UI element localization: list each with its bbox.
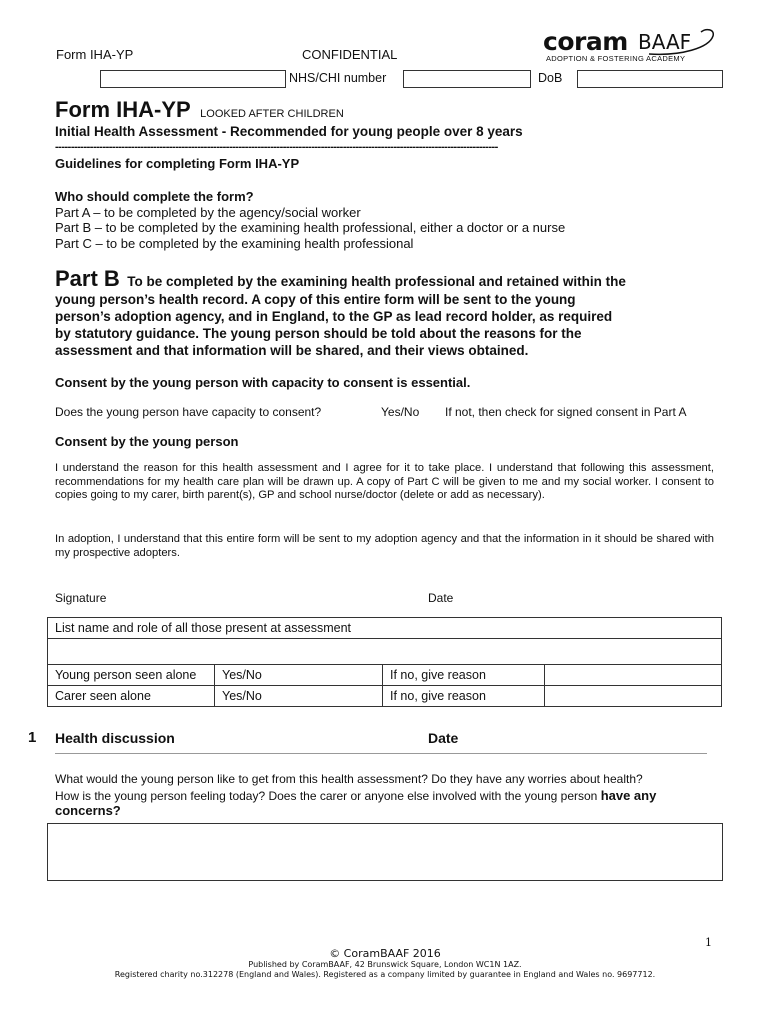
health-question-bold1: have any	[600, 788, 657, 803]
part-b-line: Part B – to be completed by the examining health professional, either a doctor or a nurse	[55, 220, 566, 235]
carer-reason-field[interactable]	[545, 686, 722, 707]
carer-seen-alone-yesno[interactable]: Yes/No	[215, 686, 383, 707]
corambaaf-logo	[541, 26, 721, 66]
section-1-divider	[55, 753, 707, 754]
form-title-name: Form IHA-YP	[55, 97, 191, 122]
footer-copyright: © CoramBAAF 2016	[329, 947, 441, 960]
part-b-intro-line5: assessment and that information will be shared, and their views obtained.	[55, 343, 529, 358]
who-heading: Who should complete the form?	[55, 189, 254, 204]
carer-seen-alone-label: Carer seen alone	[48, 686, 215, 707]
part-b-intro-line1: To be completed by the examining health professional and retained within the	[127, 274, 626, 289]
carer-reason-label: If no, give reason	[383, 686, 545, 707]
present-at-assessment-table	[47, 617, 722, 707]
young-person-seen-alone-label: Young person seen alone	[48, 665, 215, 686]
table-row	[48, 686, 722, 707]
part-b-label: Part B	[55, 266, 120, 291]
form-title	[55, 97, 344, 123]
table-row	[48, 639, 722, 665]
logo-tagline: ADOPTION & FOSTERING ACADEMY	[546, 54, 686, 63]
section-1-number: 1	[28, 729, 37, 746]
health-question-line2: How is the young person feeling today? Does the carer or anyone else involved with the young person	[55, 789, 598, 803]
part-b-intro-line3: person’s adoption agency, and in England, to the GP as lead record holder, as required	[55, 309, 613, 324]
capacity-note: If not, then check for signed consent in Part A	[445, 405, 687, 419]
nhs-label: NHS/CHI number	[289, 71, 387, 85]
signature-label: Signature	[55, 591, 107, 605]
table-row	[48, 665, 722, 686]
name-field[interactable]	[100, 70, 286, 88]
young-person-seen-alone-yesno[interactable]: Yes/No	[215, 665, 383, 686]
consent-paragraph-1: I understand the reason for this health assessment and I agree for it to take place. I understand that following this assessment, recommendations for my health care plan will be drawn up. A copy of Part C will be given to me and my social worker. I consent to copies going to my carer, birth parent(s), GP and school nurse/doctor (delete or add as necessary).	[55, 462, 714, 501]
health-question-line1: What would the young person like to get from this health assessment? Do they have any worries about health?	[55, 772, 643, 786]
section-1-date-label: Date	[428, 730, 459, 746]
part-c-line: Part C – to be completed by the examining health professional	[55, 236, 414, 251]
consent-essential: Consent by the young person with capacity to consent is essential.	[55, 375, 471, 390]
guidelines-heading: Guidelines for completing Form IHA-YP	[55, 156, 300, 171]
part-b-intro-line4: by statutory guidance. The young person should be told about the reasons for the	[55, 326, 582, 341]
logo-coram: coram	[543, 27, 628, 56]
dashed-divider: --------------------------------------------------------------------------------------------------------------------------------------------	[55, 141, 498, 153]
footer-published: Published by CoramBAAF, 42 Brunswick Square, London WC1N 1AZ.	[248, 960, 522, 969]
signature-date-label: Date	[428, 591, 454, 605]
form-title-subtitle: LOOKED AFTER CHILDREN	[200, 108, 344, 120]
present-names-field[interactable]	[48, 639, 722, 665]
present-table-header: List name and role of all those present at assessment	[48, 618, 722, 639]
young-person-reason-label: If no, give reason	[383, 665, 545, 686]
dob-label: DoB	[538, 71, 563, 85]
capacity-question: Does the young person have capacity to consent?	[55, 405, 322, 419]
form-subtitle: Initial Health Assessment - Recommended for young people over 8 years	[55, 124, 523, 139]
part-b-intro-line2: young person’s health record. A copy of this entire form will be sent to the young	[55, 292, 576, 307]
health-question-line2-wrap	[55, 788, 656, 803]
part-b-intro-first	[55, 266, 626, 292]
footer-registered: Registered charity no.312278 (England and Wales). Registered as a company limited by guarantee in England and Wales no. 9697712.	[114, 970, 656, 979]
table-row	[48, 618, 722, 639]
health-discussion-field[interactable]	[47, 823, 723, 881]
health-question-bold2: concerns?	[55, 803, 121, 818]
young-person-reason-field[interactable]	[545, 665, 722, 686]
consent-heading: Consent by the young person	[55, 434, 239, 449]
logo-baaf: BAAF	[638, 30, 692, 54]
section-1-title: Health discussion	[55, 730, 175, 746]
part-a-line: Part A – to be completed by the agency/social worker	[55, 205, 361, 220]
header-form-ref: Form IHA-YP	[56, 47, 134, 62]
consent-paragraph-2: In adoption, I understand that this entire form will be sent to my adoption agency and that the information in it should be shared with my prospective adopters.	[55, 533, 714, 559]
capacity-yes-no[interactable]: Yes/No	[381, 405, 420, 419]
header-confidential: CONFIDENTIAL	[302, 47, 398, 62]
nhs-number-field[interactable]	[403, 70, 531, 88]
dob-field[interactable]	[577, 70, 723, 88]
page-number: 1	[705, 936, 712, 949]
